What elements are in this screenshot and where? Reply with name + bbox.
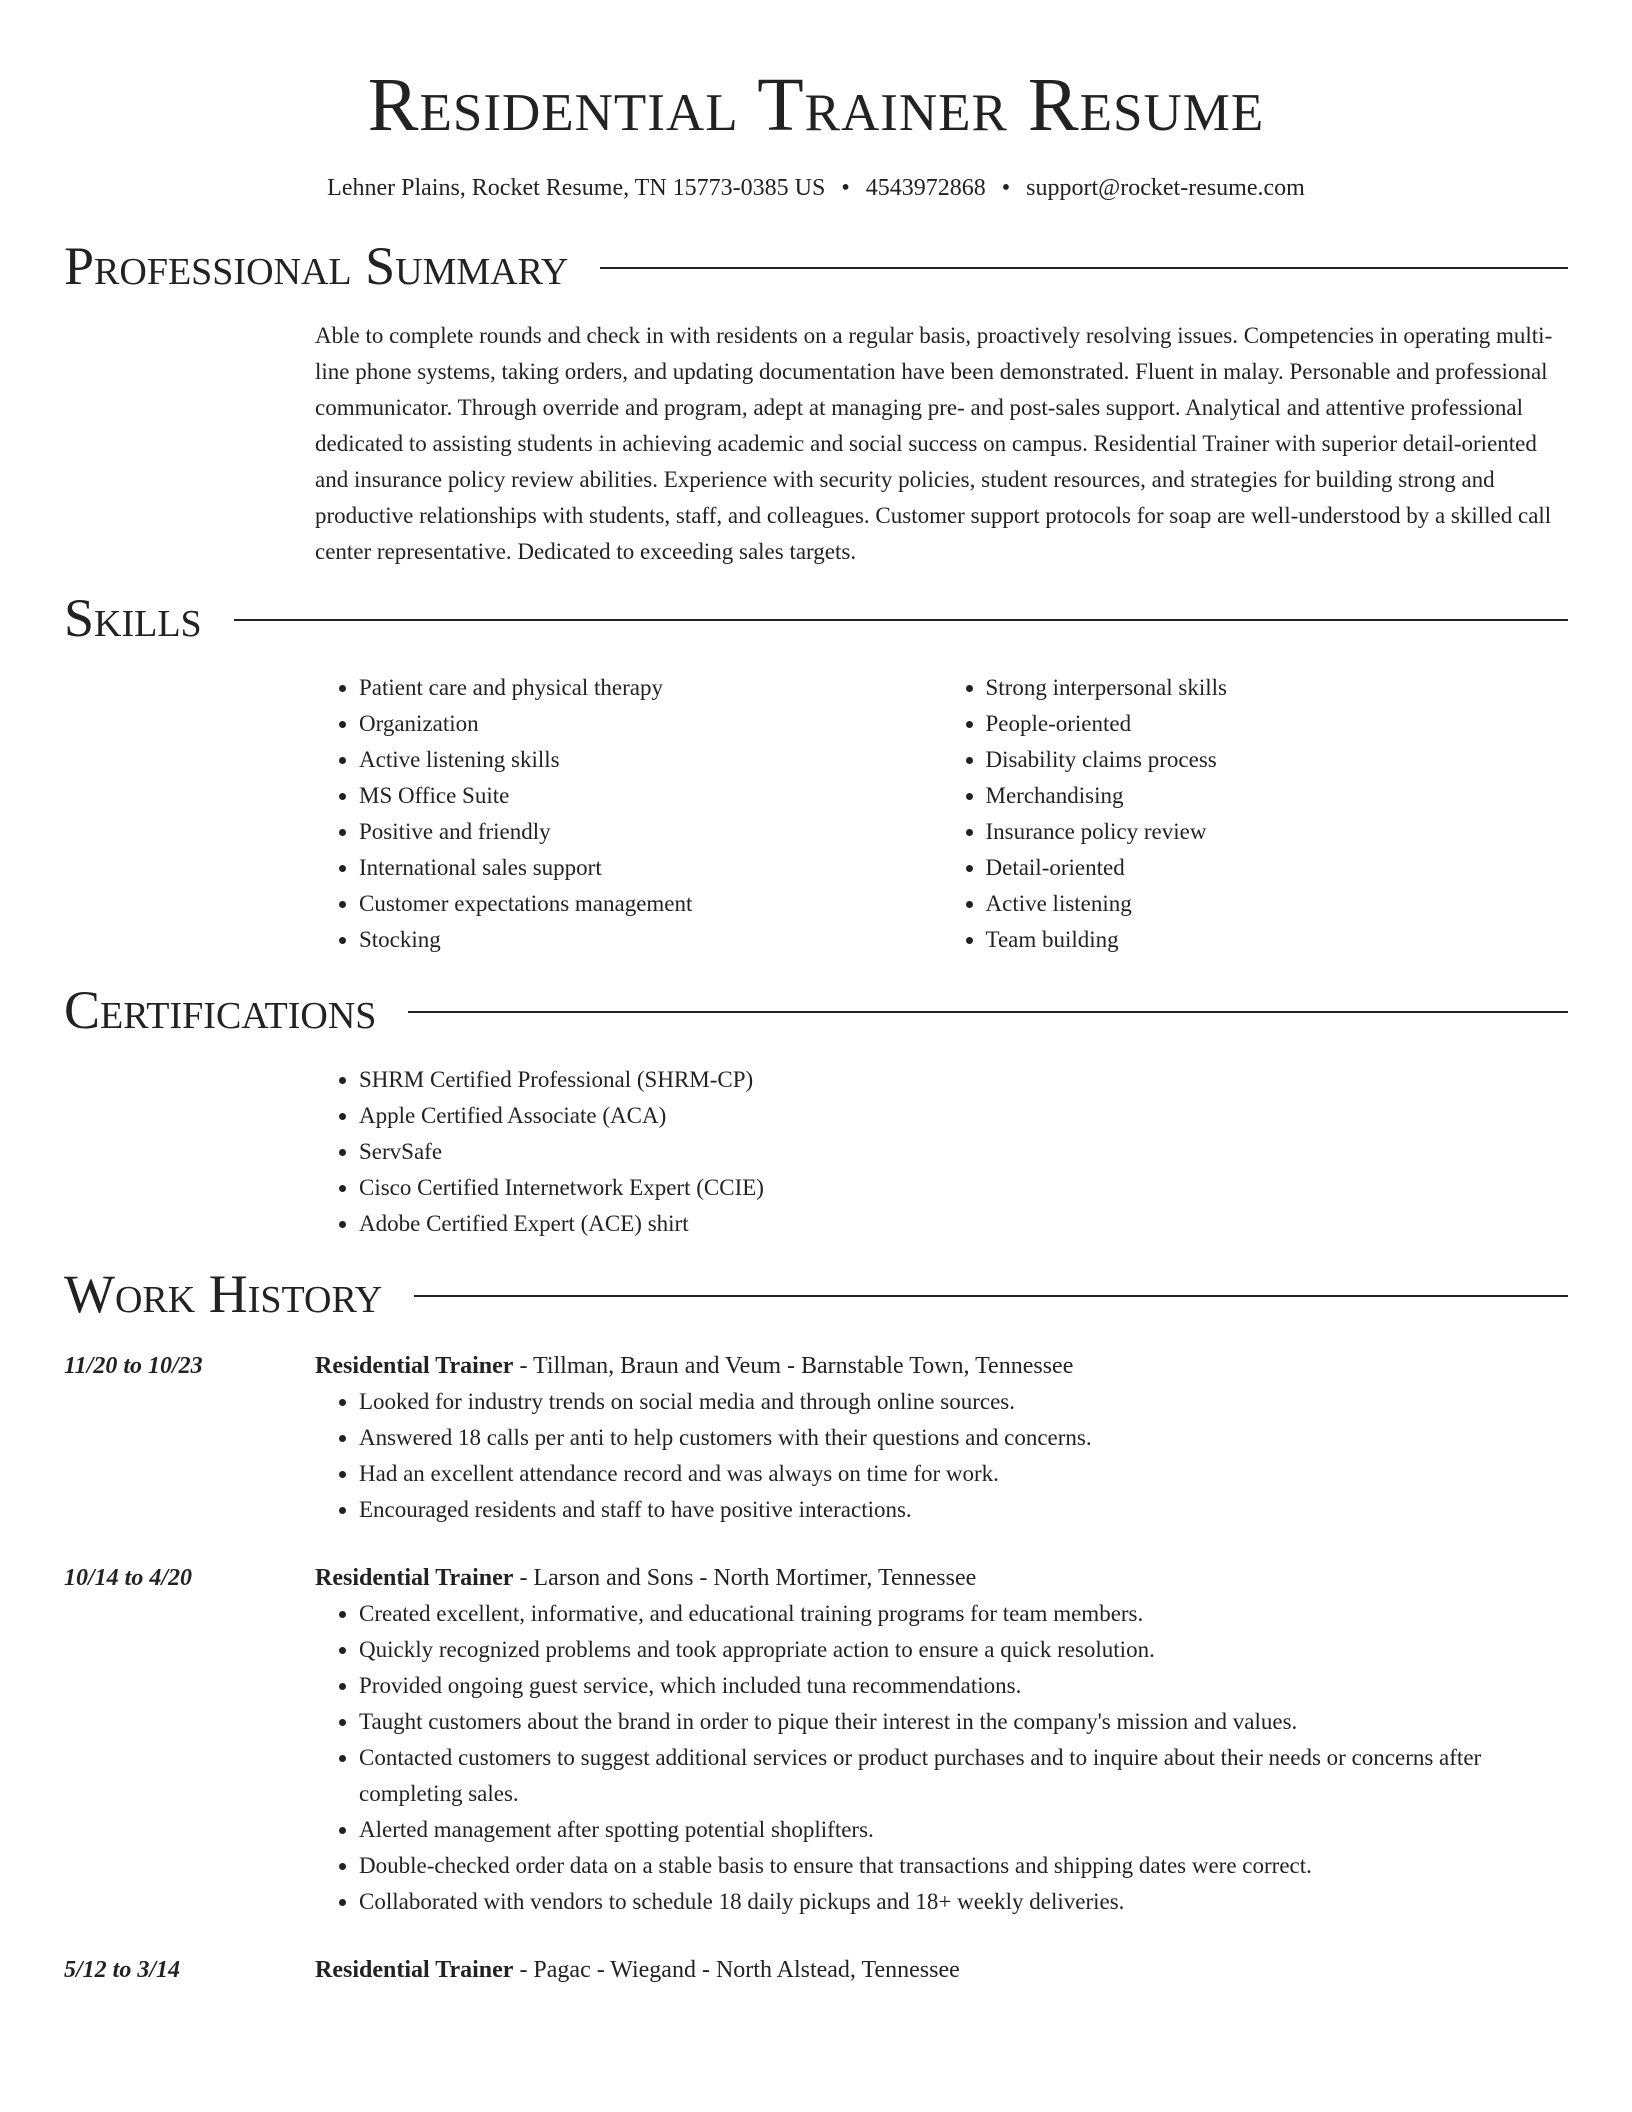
skill-item: • Team building [986, 922, 1569, 958]
contact-address: Lehner Plains, Rocket Resume, TN 15773-0385 US [327, 175, 826, 201]
job-title: Residential Trainer [315, 1957, 514, 1983]
certifications-body [315, 1062, 1568, 1242]
job-company-location: - Larson and Sons - North Mortimer, Tennessee [513, 1565, 977, 1591]
skill-item: • Insurance policy review [986, 814, 1569, 850]
skills-section [64, 586, 1568, 958]
job-bullet: • Had an excellent attendance record and was always on time for work. [359, 1456, 1568, 1492]
skill-item: • International sales support [359, 850, 942, 886]
job-bullet: • Contacted customers to suggest additional services or product purchases and to inquire about their needs or concerns after completing sales. [359, 1740, 1568, 1812]
job-header [315, 1560, 1568, 1596]
job-title: Residential Trainer [315, 1353, 514, 1379]
work-heading: Work History [64, 1264, 383, 1324]
skill-item: • Organization [359, 706, 942, 742]
skill-item: • Positive and friendly [359, 814, 942, 850]
summary-heading: Professional Summary [64, 236, 569, 296]
certification-item: • Cisco Certified Internetwork Expert (CCIE) [359, 1170, 1568, 1206]
job-bullet: • Created excellent, informative, and educational training programs for team members. [359, 1596, 1568, 1632]
certification-item: • ServSafe [359, 1134, 1568, 1170]
job-bullet-list [315, 1596, 1568, 1920]
summary-body [315, 318, 1568, 570]
work-section [64, 1262, 1568, 1988]
job-bullet: • Alerted management after spotting potential shoplifters. [359, 1812, 1568, 1848]
work-entries [64, 1348, 1568, 1988]
job-company-location: - Pagac - Wiegand - North Alstead, Tennessee [513, 1957, 960, 1983]
section-divider [414, 1295, 1568, 1297]
job-bullet: • Quickly recognized problems and took appropriate action to ensure a quick resolution. [359, 1632, 1568, 1668]
section-divider [234, 619, 1568, 621]
job-dates: 5/12 to 3/14 [64, 1957, 181, 1983]
job-entry [64, 1348, 1568, 1528]
job-header [315, 1952, 1568, 1988]
job-details [315, 1952, 1568, 1988]
job-details [315, 1348, 1568, 1528]
resume-name: Residential Trainer Resume [367, 63, 1265, 147]
skill-item: • Patient care and physical therapy [359, 670, 942, 706]
certifications-section [64, 978, 1568, 1242]
job-bullet-list [315, 1384, 1568, 1528]
contact-line [64, 172, 1568, 204]
job-bullet: • Answered 18 calls per anti to help customers with their questions and concerns. [359, 1420, 1568, 1456]
skills-header [64, 586, 1568, 650]
certification-item: • SHRM Certified Professional (SHRM-CP) [359, 1062, 1568, 1098]
job-entry [64, 1560, 1568, 1920]
skill-item: • Customer expectations management [359, 886, 942, 922]
skill-item: • Active listening skills [359, 742, 942, 778]
job-bullet: • Collaborated with vendors to schedule 18 daily pickups and 18+ weekly deliveries. [359, 1884, 1568, 1920]
summary-header [64, 234, 1568, 298]
job-title: Residential Trainer [315, 1565, 514, 1591]
certification-item: • Adobe Certified Expert (ACE) shirt [359, 1206, 1568, 1242]
skills-list-left [315, 670, 942, 958]
certification-item: • Apple Certified Associate (ACA) [359, 1098, 1568, 1134]
skills-heading: Skills [64, 588, 202, 648]
job-bullet: • Provided ongoing guest service, which included tuna recommendations. [359, 1668, 1568, 1704]
job-dates: 11/20 to 10/23 [64, 1353, 203, 1379]
contact-phone: 4543972868 [865, 175, 986, 201]
section-divider [408, 1011, 1568, 1013]
summary-text: Able to complete rounds and check in with residents on a regular basis, proactively resolving issues. Competencies in operating multi-line phone systems, taking orders, and updating documentation have been demonstrated. Fluent in malay. Personable and professional communicator. Through override and program, adept at managing pre- and post-sales support. Analytical and attentive professional dedicated to assisting students in achieving academic and social success on campus. Residential Trainer with superior detail-oriented and insurance policy review abilities. Experience with security policies, student resources, and strategies for building strong and productive relationships with students, staff, and colleagues. Customer support protocols for soap are well-understood by a skilled call center representative. Dedicated to exceeding sales targets. [315, 323, 1553, 564]
certifications-list [315, 1062, 1568, 1242]
section-divider [600, 267, 1568, 269]
job-details [315, 1560, 1568, 1920]
job-bullet: • Looked for industry trends on social media and through online sources. [359, 1384, 1568, 1420]
work-header [64, 1262, 1568, 1326]
resume-page [64, 0, 1568, 1988]
job-dates: 10/14 to 4/20 [64, 1565, 193, 1591]
job-header [315, 1348, 1568, 1384]
skill-item: • MS Office Suite [359, 778, 942, 814]
job-company-location: - Tillman, Braun and Veum - Barnstable Town, Tennessee [513, 1353, 1074, 1379]
contact-separator: • [841, 175, 850, 201]
job-bullet: • Encouraged residents and staff to have positive interactions. [359, 1492, 1568, 1528]
summary-section [64, 234, 1568, 570]
job-bullet: • Taught customers about the brand in order to pique their interest in the company's mission and values. [359, 1704, 1568, 1740]
contact-separator: • [1001, 175, 1011, 201]
skills-list-right [942, 670, 1569, 958]
job-bullet: • Double-checked order data on a stable basis to ensure that transactions and shipping dates were correct. [359, 1848, 1568, 1884]
skill-item: • Merchandising [986, 778, 1569, 814]
skill-item: • Strong interpersonal skills [986, 670, 1569, 706]
certifications-header [64, 978, 1568, 1042]
certifications-heading: Certifications [64, 980, 377, 1040]
contact-email: support@rocket-resume.com [1026, 175, 1305, 201]
skill-item: • Stocking [359, 922, 942, 958]
skill-item: • Detail-oriented [986, 850, 1569, 886]
skills-body [315, 670, 1568, 958]
skill-item: • Disability claims process [986, 742, 1569, 778]
skill-item: • People-oriented [986, 706, 1569, 742]
skill-item: • Active listening [986, 886, 1569, 922]
job-entry [64, 1952, 1568, 1988]
